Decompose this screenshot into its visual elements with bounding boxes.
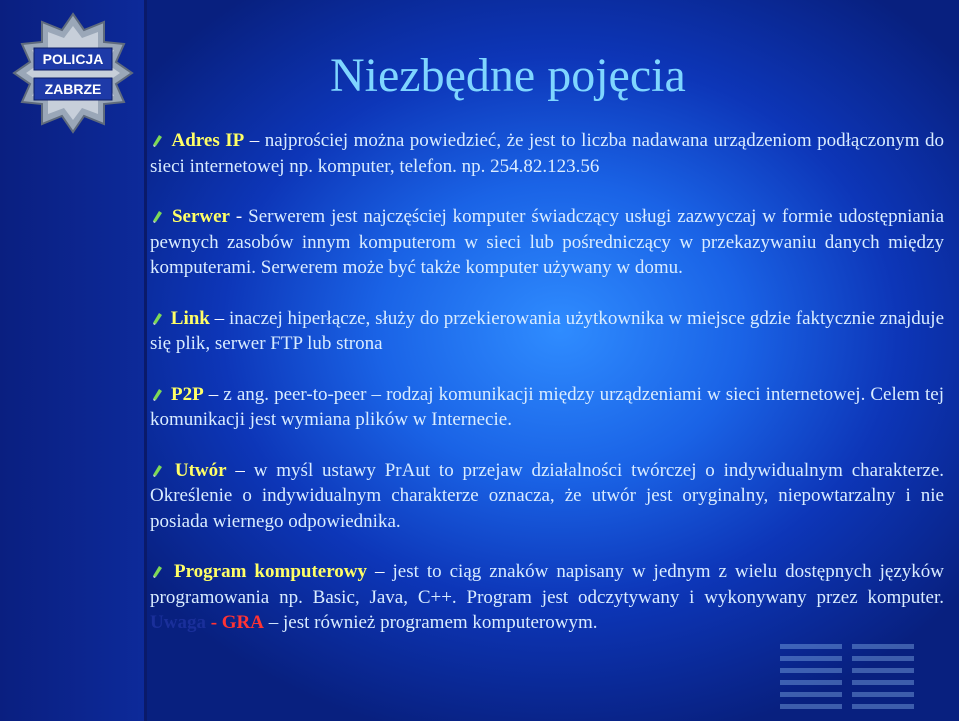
term-label: Program komputerowy bbox=[173, 561, 368, 582]
gra-label: GRA bbox=[221, 612, 265, 633]
definition-text: najprościej można powiedzieć, że jest to liczba nadawana urządzeniom podłączonym do sieci internetowej np. komputer, telefon. np. 254.82.123.56 bbox=[150, 130, 945, 177]
bullet-icon bbox=[150, 387, 164, 401]
definition-program-komputerowy bbox=[150, 559, 944, 636]
term-label: Link bbox=[170, 307, 210, 329]
definition-text: w myśl ustawy PrAut to przejaw działalności twórczej o indywidualnym charakterze. Określenie o indywidualnym charakterze oznacza, że utwór jest oryginalny, niepowtarzalny i nie posiada wiernego odpowiednika. bbox=[150, 459, 945, 532]
definition-link bbox=[150, 306, 944, 357]
term-separator: – bbox=[209, 307, 229, 329]
term-separator: – bbox=[244, 130, 265, 151]
term-label: Adres IP bbox=[171, 130, 245, 151]
definition-text: Serwerem jest najczęściej komputer świadczący usługi zazwyczaj w formie udostępniania pewnych zasobów innym komputerom w sieci lub pośredniczący w przekazywaniu danych między komputerami. Serwerem może być także komputer używany w domu. bbox=[150, 206, 945, 278]
term-separator: – bbox=[367, 561, 393, 582]
definition-adres-ip bbox=[150, 128, 944, 179]
badge-line1: POLICJA bbox=[42, 51, 104, 67]
uwaga-label: Uwaga bbox=[150, 612, 206, 633]
definition-text: z ang. peer-to-peer – rodzaj komunikacji między urządzeniami w sieci internetowej. Celem tej komunikacji jest wymiana plików w Internecie. bbox=[150, 383, 944, 430]
term-separator: – bbox=[226, 459, 254, 481]
definition-text: inaczej hiperłącze, służy do przekierowania użytkownika w miejsce gdzie faktycznie znajduje się plik, serwer FTP lub strona bbox=[150, 307, 945, 354]
bullet-icon bbox=[150, 564, 164, 578]
term-label: Serwer bbox=[171, 206, 230, 227]
term-separator: – bbox=[203, 383, 224, 405]
uwaga-separator: - bbox=[205, 612, 222, 633]
definition-p2p bbox=[150, 382, 944, 433]
bullet-icon bbox=[150, 209, 164, 223]
definition-utwor bbox=[150, 458, 944, 535]
definition-text: jest to ciąg znaków napisany w jednym z wielu dostępnych języków programowania np. Basic, Java, C++. Program jest odczytywany i wykonywany przez komputer. bbox=[150, 561, 945, 608]
definitions-list bbox=[150, 128, 944, 636]
police-badge-icon bbox=[12, 12, 134, 134]
bullet-icon bbox=[150, 463, 164, 477]
sidebar-divider bbox=[144, 0, 147, 721]
page-title: Niezbędne pojęcia bbox=[330, 49, 686, 102]
term-label: Utwór bbox=[174, 459, 227, 481]
bullet-icon bbox=[150, 311, 164, 325]
definition-serwer bbox=[150, 204, 944, 281]
bullet-icon bbox=[150, 133, 164, 147]
gra-text: – jest również programem komputerowym. bbox=[264, 612, 598, 633]
decorative-stripes bbox=[780, 640, 920, 721]
badge-line2: ZABRZE bbox=[44, 81, 102, 97]
term-label: P2P bbox=[171, 383, 204, 405]
term-separator: - bbox=[229, 206, 249, 227]
